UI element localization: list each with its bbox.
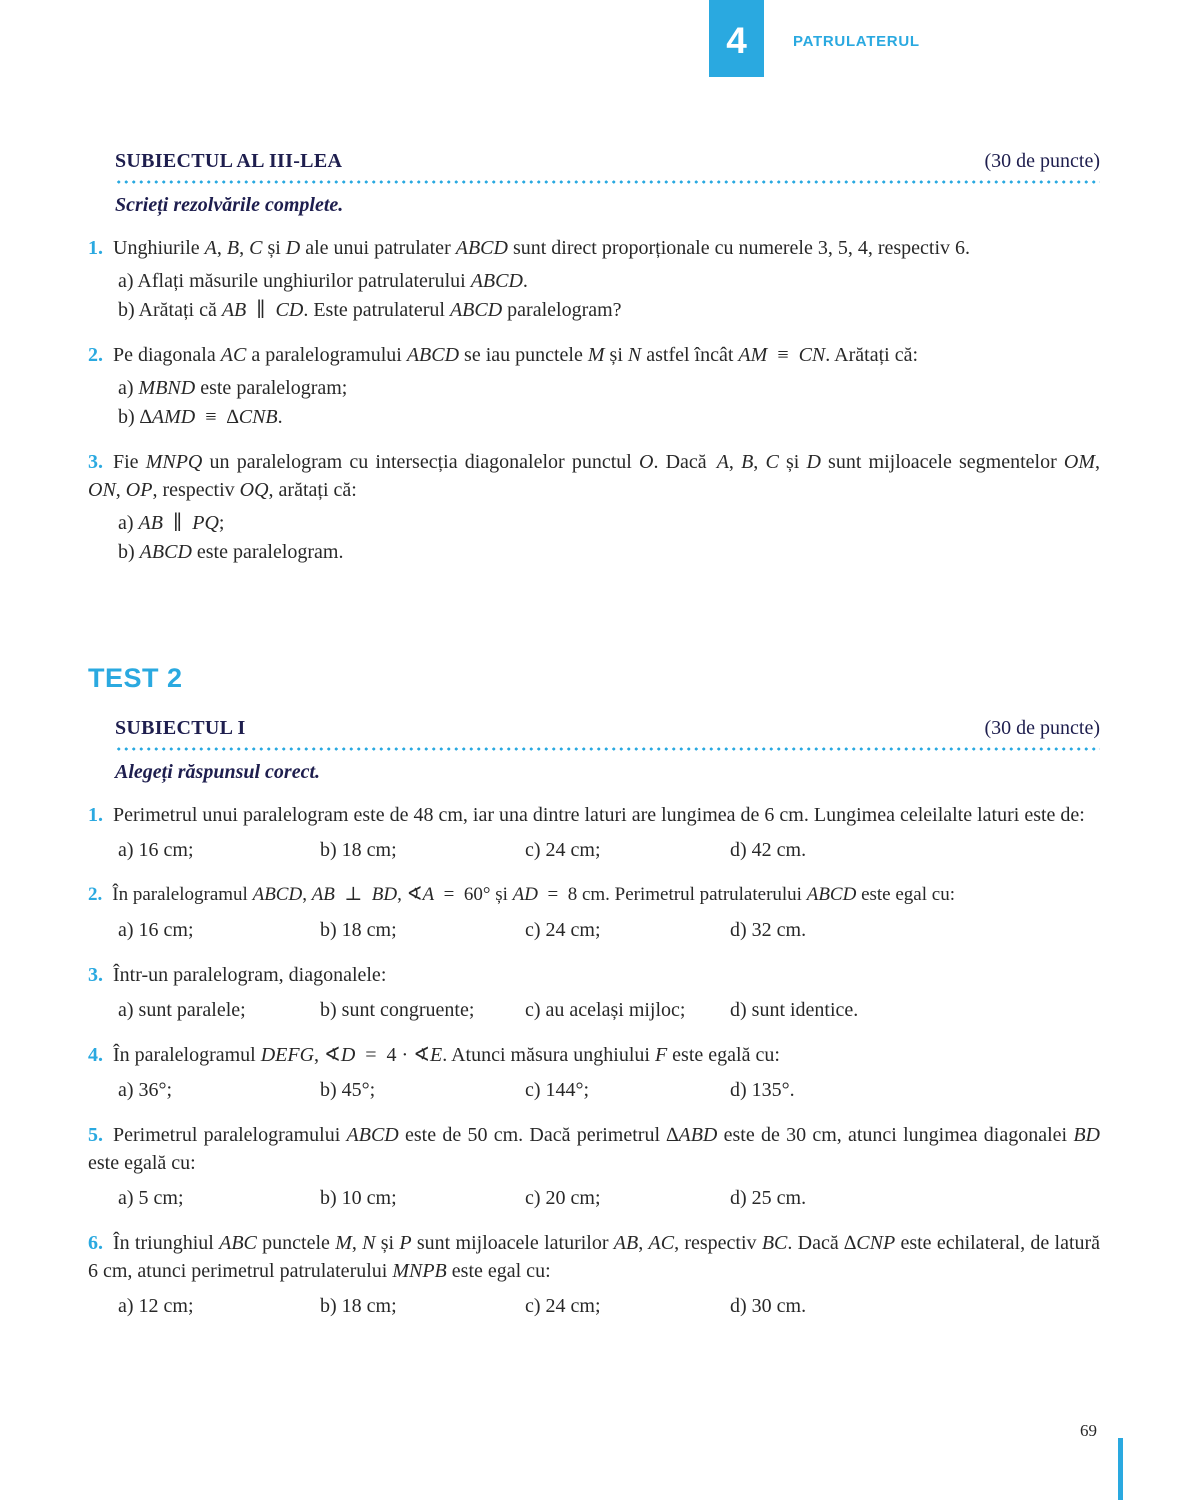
chapter-number-box — [709, 0, 764, 77]
sub-item-a: a) Aflați măsurile unghiurilor patrulaterului ABCD. — [118, 270, 528, 292]
problem-text — [88, 1041, 1100, 1069]
problem-text-content: Fie MNPQ un paralelogram cu intersecția diagonalelor punctul O. Dacă A, B, C și D sunt mijloacele segmentelor OM, ON, OP, respectiv OQ, arătați că: — [88, 451, 1100, 501]
problem-iii-3 — [88, 448, 1100, 566]
test-2-heading: TEST 2 — [88, 663, 183, 693]
problem-text — [88, 1121, 1100, 1177]
options-row — [118, 916, 1100, 944]
option-a: a) 12 cm; — [118, 1295, 194, 1317]
option-a: a) 16 cm; — [118, 919, 194, 941]
option-b: b) 18 cm; — [320, 1295, 397, 1317]
option-a: a) 36°; — [118, 1079, 173, 1101]
option-d: d) 135°. — [730, 1079, 795, 1101]
problem-text-content: În triunghiul ABC punctele M, N și P sunt mijloacele laturilor AB, AC, respectiv BC. Dacă ∆CNP este echilateral, de latură 6 cm, atunci perimetrul patrulaterului MNPB este egal cu: — [88, 1232, 1101, 1282]
problem-iii-1 — [88, 234, 1100, 324]
problem-number: 3. — [88, 964, 103, 986]
problem-text-content: Perimetrul unui paralelogram este de 48 cm, iar una dintre laturi are lungimea de 6 cm. Lungimea celeilalte laturi este de: — [113, 804, 1085, 826]
problem-number: 2. — [88, 344, 103, 366]
option-b: b) 45°; — [320, 1079, 376, 1101]
option-c: c) au același mijloc; — [525, 999, 686, 1021]
options-row — [118, 1076, 1100, 1104]
problem-text-content: Pe diagonala AC a paralelogramului ABCD se iau punctele M și N astfel încât AM ≡ CN. Arătați că: — [113, 344, 919, 366]
problem-number: 2. — [88, 884, 103, 905]
problem-number: 1. — [88, 237, 103, 259]
option-d: d) sunt identice. — [730, 999, 859, 1021]
sub-item-b: b) Arătați că AB ∥ CD. Este patrulaterul ABCD paralelogram? — [118, 299, 622, 321]
problem-text — [88, 341, 1100, 369]
sub-items — [118, 509, 1100, 566]
page-content — [88, 150, 1100, 1320]
dotted-separator — [115, 747, 1100, 751]
problem-text — [88, 801, 1100, 829]
problem-number: 5. — [88, 1124, 103, 1146]
option-c: c) 144°; — [525, 1079, 590, 1101]
option-d: d) 32 cm. — [730, 919, 807, 941]
options-row — [118, 996, 1100, 1024]
problem-i-3 — [88, 961, 1100, 1024]
problem-number: 4. — [88, 1044, 103, 1066]
chapter-number: 4 — [726, 19, 747, 61]
sub-items — [118, 267, 1100, 324]
problem-text-content: Perimetrul paralelogramului ABCD este de 50 cm. Dacă perimetrul ∆ABD este de 30 cm, atunci lungimea diagonalei BD este egală cu: — [88, 1124, 1100, 1174]
dotted-separator — [115, 180, 1100, 184]
section-instruction: Scrieți rezolvările complete. — [115, 194, 344, 216]
corner-accent-bar — [1118, 1438, 1123, 1500]
section-title: SUBIECTUL I — [115, 717, 246, 739]
problem-i-4 — [88, 1041, 1100, 1104]
problem-text — [88, 1229, 1100, 1285]
options-row — [118, 1292, 1100, 1320]
sub-item-a: a) AB ∥ PQ; — [118, 512, 225, 534]
problem-number: 6. — [88, 1232, 103, 1254]
problem-i-2 — [88, 881, 1100, 944]
section-subiectul-i — [88, 717, 1100, 1320]
problem-text-content: Unghiurile A, B, C și D ale unui patrulater ABCD sunt direct proporționale cu numerele 3, 5, 4, respectiv 6. — [113, 237, 971, 259]
option-a: a) 5 cm; — [118, 1187, 184, 1209]
problem-text-content: Într-un paralelogram, diagonalele: — [113, 964, 387, 986]
section-title: SUBIECTUL AL III-LEA — [115, 150, 343, 172]
option-b: b) sunt congruente; — [320, 999, 475, 1021]
option-c: c) 20 cm; — [525, 1187, 601, 1209]
problem-number: 3. — [88, 451, 103, 473]
problem-text-content: În paralelogramul DEFG, ∢D = 4 · ∢E. Atunci măsura unghiului F este egală cu: — [113, 1044, 780, 1066]
problem-i-1 — [88, 801, 1100, 864]
option-b: b) 10 cm; — [320, 1187, 397, 1209]
options-row — [118, 836, 1100, 864]
problem-text-content: În paralelogramul ABCD, AB ⊥ BD, ∢A = 60° și AD = 8 cm. Perimetrul patrulaterului ABCD este egal cu: — [112, 884, 955, 905]
problem-text — [88, 961, 1100, 989]
option-b: b) 18 cm; — [320, 839, 397, 861]
sub-item-b: b) ABCD este paralelogram. — [118, 541, 344, 563]
sub-item-b: b) ∆AMD ≡ ∆CNB. — [118, 406, 283, 428]
page-number: 69 — [1080, 1421, 1097, 1440]
section-subiectul-iii — [88, 150, 1100, 566]
option-d: d) 42 cm. — [730, 839, 807, 861]
option-c: c) 24 cm; — [525, 1295, 601, 1317]
option-d: d) 30 cm. — [730, 1295, 807, 1317]
options-row — [118, 1184, 1100, 1212]
section-points: (30 de puncte) — [984, 150, 1100, 172]
option-c: c) 24 cm; — [525, 919, 601, 941]
option-c: c) 24 cm; — [525, 839, 601, 861]
problem-iii-2 — [88, 341, 1100, 431]
problem-i-5 — [88, 1121, 1100, 1212]
problem-text — [88, 448, 1100, 504]
option-b: b) 18 cm; — [320, 919, 397, 941]
problem-i-6 — [88, 1229, 1100, 1320]
section-header — [115, 150, 1100, 173]
option-d: d) 25 cm. — [730, 1187, 807, 1209]
section-header — [115, 717, 1100, 740]
sub-items — [118, 374, 1100, 431]
section-points: (30 de puncte) — [984, 717, 1100, 739]
problem-text — [88, 881, 1100, 909]
section-instruction: Alegeți răspunsul corect. — [115, 761, 321, 783]
problem-number: 1. — [88, 804, 103, 826]
chapter-title: PATRULATERUL — [793, 33, 920, 50]
option-a: a) 16 cm; — [118, 839, 194, 861]
sub-item-a: a) MBND este paralelogram; — [118, 377, 348, 399]
option-a: a) sunt paralele; — [118, 999, 246, 1021]
problem-text — [88, 234, 1100, 262]
